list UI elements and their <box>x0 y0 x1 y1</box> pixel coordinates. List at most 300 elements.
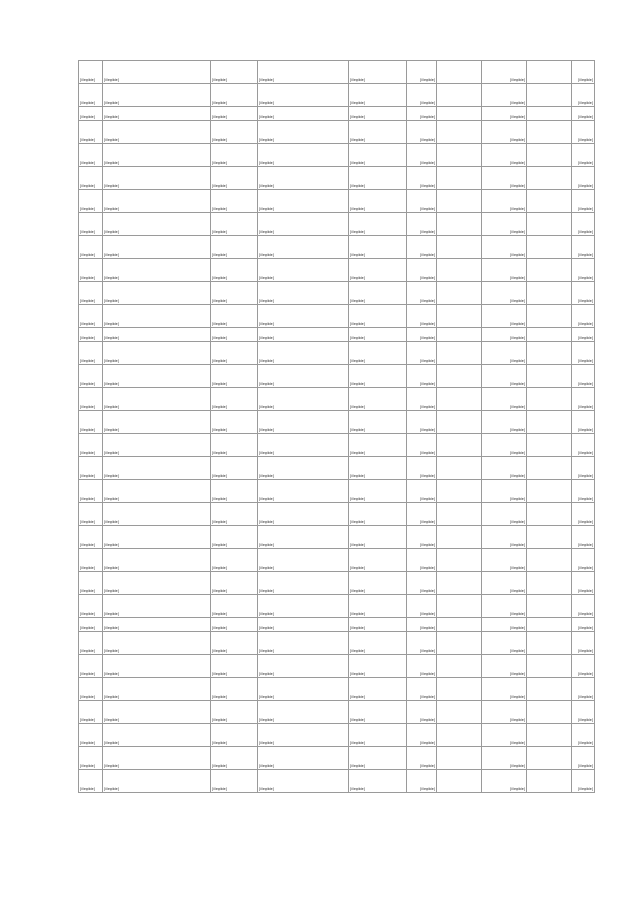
empty-cell <box>527 655 572 678</box>
empty-cell <box>437 480 482 503</box>
plot-area: [illegible] <box>407 328 437 342</box>
empty-cell <box>437 503 482 526</box>
land-category: [illegible] <box>258 144 349 167</box>
cadastral-number: [illegible] <box>103 595 211 618</box>
table-row <box>79 655 595 678</box>
row-number: [illegible] <box>79 724 103 747</box>
coefficient-value: [illegible] <box>482 701 527 724</box>
land-category: [illegible] <box>258 365 349 388</box>
cadastral-number: [illegible] <box>103 526 211 549</box>
permitted-use: [illegible] <box>349 701 407 724</box>
empty-cell <box>437 572 482 595</box>
permitted-use: [illegible] <box>349 595 407 618</box>
plot-area: [illegible] <box>407 632 437 655</box>
empty-cell <box>437 328 482 342</box>
plot-address: [illegible] <box>211 388 258 411</box>
plot-area: [illegible] <box>407 190 437 213</box>
empty-cell <box>437 549 482 572</box>
land-category: [illegible] <box>258 282 349 305</box>
plot-area: [illegible] <box>407 457 437 480</box>
coefficient-value: [illegible] <box>482 144 527 167</box>
cadastral-number: [illegible] <box>103 259 211 282</box>
permitted-use: [illegible] <box>349 342 407 365</box>
cadastral-number: [illegible] <box>103 457 211 480</box>
cadastral-number: [illegible] <box>103 701 211 724</box>
land-category: [illegible] <box>258 213 349 236</box>
permitted-use: [illegible] <box>349 282 407 305</box>
permitted-use: [illegible] <box>349 503 407 526</box>
permitted-use: [illegible] <box>349 411 407 434</box>
land-category: [illegible] <box>258 167 349 190</box>
land-category: [illegible] <box>258 701 349 724</box>
land-category: [illegible] <box>258 549 349 572</box>
table-row <box>79 747 595 770</box>
row-number: [illegible] <box>79 305 103 328</box>
empty-cell <box>437 259 482 282</box>
land-category: [illegible] <box>258 328 349 342</box>
land-category: [illegible] <box>258 411 349 434</box>
land-category: [illegible] <box>258 236 349 259</box>
table-row <box>79 388 595 411</box>
cadastral-value: [illegible] <box>572 411 595 434</box>
cadastral-number: [illegible] <box>103 107 211 121</box>
coefficient-value: [illegible] <box>482 259 527 282</box>
plot-address: [illegible] <box>211 236 258 259</box>
plot-area: [illegible] <box>407 282 437 305</box>
permitted-use: [illegible] <box>349 121 407 144</box>
permitted-use: [illegible] <box>349 655 407 678</box>
plot-address: [illegible] <box>211 107 258 121</box>
empty-cell <box>527 84 572 107</box>
cadastral-value: [illegible] <box>572 618 595 632</box>
row-number: [illegible] <box>79 328 103 342</box>
land-category: [illegible] <box>258 724 349 747</box>
empty-cell <box>437 678 482 701</box>
coefficient-value: [illegible] <box>482 411 527 434</box>
plot-address: [illegible] <box>211 526 258 549</box>
land-category: [illegible] <box>258 503 349 526</box>
empty-cell <box>437 526 482 549</box>
table-row <box>79 618 595 632</box>
empty-cell <box>527 526 572 549</box>
plot-address: [illegible] <box>211 342 258 365</box>
coefficient-value: [illegible] <box>482 724 527 747</box>
plot-area: [illegible] <box>407 84 437 107</box>
empty-cell <box>527 190 572 213</box>
empty-cell <box>527 457 572 480</box>
cadastral-value: [illegible] <box>572 213 595 236</box>
plot-address: [illegible] <box>211 655 258 678</box>
permitted-use: [illegible] <box>349 61 407 84</box>
permitted-use: [illegible] <box>349 480 407 503</box>
coefficient-value: [illegible] <box>482 595 527 618</box>
empty-cell <box>527 305 572 328</box>
cadastral-value: [illegible] <box>572 282 595 305</box>
cadastral-number: [illegible] <box>103 770 211 793</box>
cadastral-number: [illegible] <box>103 342 211 365</box>
empty-cell <box>437 305 482 328</box>
cadastral-value: [illegible] <box>572 503 595 526</box>
coefficient-value: [illegible] <box>482 526 527 549</box>
permitted-use: [illegible] <box>349 144 407 167</box>
coefficient-value: [illegible] <box>482 121 527 144</box>
plot-area: [illegible] <box>407 701 437 724</box>
empty-cell <box>437 61 482 84</box>
table-row <box>79 213 595 236</box>
empty-cell <box>437 434 482 457</box>
plot-area: [illegible] <box>407 365 437 388</box>
cadastral-number: [illegible] <box>103 480 211 503</box>
plot-area: [illegible] <box>407 549 437 572</box>
plot-address: [illegible] <box>211 678 258 701</box>
plot-area: [illegible] <box>407 747 437 770</box>
plot-address: [illegible] <box>211 618 258 632</box>
cadastral-value: [illegible] <box>572 305 595 328</box>
empty-cell <box>437 121 482 144</box>
cadastral-value: [illegible] <box>572 61 595 84</box>
empty-cell <box>527 328 572 342</box>
plot-address: [illegible] <box>211 144 258 167</box>
empty-cell <box>527 236 572 259</box>
cadastral-value: [illegible] <box>572 526 595 549</box>
empty-cell <box>437 84 482 107</box>
permitted-use: [illegible] <box>349 236 407 259</box>
cadastral-value: [illegible] <box>572 595 595 618</box>
empty-cell <box>437 595 482 618</box>
cadastral-number: [illegible] <box>103 190 211 213</box>
table-row <box>79 190 595 213</box>
permitted-use: [illegible] <box>349 328 407 342</box>
row-number: [illegible] <box>79 595 103 618</box>
cadastral-value: [illegible] <box>572 655 595 678</box>
plot-address: [illegible] <box>211 770 258 793</box>
permitted-use: [illegible] <box>349 618 407 632</box>
cadastral-number: [illegible] <box>103 632 211 655</box>
plot-address: [illegible] <box>211 213 258 236</box>
land-category: [illegible] <box>258 305 349 328</box>
empty-cell <box>527 595 572 618</box>
plot-address: [illegible] <box>211 434 258 457</box>
plot-area: [illegible] <box>407 724 437 747</box>
plot-address: [illegible] <box>211 724 258 747</box>
cadastral-number: [illegible] <box>103 365 211 388</box>
table-row <box>79 236 595 259</box>
permitted-use: [illegible] <box>349 259 407 282</box>
empty-cell <box>527 434 572 457</box>
coefficient-value: [illegible] <box>482 480 527 503</box>
table-row <box>79 526 595 549</box>
table-row <box>79 549 595 572</box>
row-number: [illegible] <box>79 144 103 167</box>
empty-cell <box>437 282 482 305</box>
row-number: [illegible] <box>79 770 103 793</box>
plot-area: [illegible] <box>407 213 437 236</box>
row-number: [illegible] <box>79 526 103 549</box>
row-number: [illegible] <box>79 434 103 457</box>
cadastral-value: [illegible] <box>572 236 595 259</box>
empty-cell <box>437 342 482 365</box>
cadastral-number: [illegible] <box>103 84 211 107</box>
plot-address: [illegible] <box>211 572 258 595</box>
row-number: [illegible] <box>79 480 103 503</box>
row-number: [illegible] <box>79 121 103 144</box>
table-row <box>79 457 595 480</box>
row-number: [illegible] <box>79 388 103 411</box>
coefficient-value: [illegible] <box>482 618 527 632</box>
empty-cell <box>437 107 482 121</box>
permitted-use: [illegible] <box>349 457 407 480</box>
coefficient-value: [illegible] <box>482 328 527 342</box>
table-row <box>79 61 595 84</box>
row-number: [illegible] <box>79 167 103 190</box>
plot-area: [illegible] <box>407 342 437 365</box>
cadastral-value: [illegible] <box>572 770 595 793</box>
plot-area: [illegible] <box>407 259 437 282</box>
cadastral-value: [illegible] <box>572 328 595 342</box>
plot-area: [illegible] <box>407 61 437 84</box>
land-category: [illegible] <box>258 618 349 632</box>
cadastral-number: [illegible] <box>103 144 211 167</box>
empty-cell <box>437 144 482 167</box>
permitted-use: [illegible] <box>349 572 407 595</box>
cadastral-number: [illegible] <box>103 121 211 144</box>
plot-area: [illegible] <box>407 770 437 793</box>
coefficient-value: [illegible] <box>482 282 527 305</box>
empty-cell <box>527 632 572 655</box>
table-row <box>79 434 595 457</box>
empty-cell <box>437 770 482 793</box>
land-category: [illegible] <box>258 61 349 84</box>
empty-cell <box>527 678 572 701</box>
row-number: [illegible] <box>79 678 103 701</box>
plot-area: [illegible] <box>407 107 437 121</box>
cadastral-value: [illegible] <box>572 457 595 480</box>
empty-cell <box>527 480 572 503</box>
empty-cell <box>527 213 572 236</box>
land-category: [illegible] <box>258 190 349 213</box>
row-number: [illegible] <box>79 342 103 365</box>
row-number: [illegible] <box>79 747 103 770</box>
row-number: [illegible] <box>79 190 103 213</box>
plot-area: [illegible] <box>407 480 437 503</box>
plot-area: [illegible] <box>407 236 437 259</box>
empty-cell <box>527 61 572 84</box>
plot-address: [illegible] <box>211 457 258 480</box>
cadastral-value: [illegible] <box>572 480 595 503</box>
plot-address: [illegible] <box>211 701 258 724</box>
coefficient-value: [illegible] <box>482 213 527 236</box>
row-number: [illegible] <box>79 236 103 259</box>
plot-area: [illegible] <box>407 526 437 549</box>
land-category: [illegible] <box>258 595 349 618</box>
empty-cell <box>437 747 482 770</box>
empty-cell <box>437 213 482 236</box>
empty-cell <box>527 411 572 434</box>
plot-area: [illegible] <box>407 167 437 190</box>
empty-cell <box>527 724 572 747</box>
table-row <box>79 144 595 167</box>
row-number: [illegible] <box>79 572 103 595</box>
land-category: [illegible] <box>258 259 349 282</box>
coefficient-value: [illegible] <box>482 770 527 793</box>
row-number: [illegible] <box>79 365 103 388</box>
empty-cell <box>527 259 572 282</box>
document-page <box>78 60 594 793</box>
permitted-use: [illegible] <box>349 107 407 121</box>
empty-cell <box>527 503 572 526</box>
empty-cell <box>437 618 482 632</box>
row-number: [illegible] <box>79 282 103 305</box>
permitted-use: [illegible] <box>349 213 407 236</box>
row-number: [illegible] <box>79 503 103 526</box>
plot-area: [illegible] <box>407 572 437 595</box>
land-category: [illegible] <box>258 770 349 793</box>
plot-area: [illegible] <box>407 434 437 457</box>
cadastral-value: [illegible] <box>572 107 595 121</box>
land-category: [illegible] <box>258 434 349 457</box>
coefficient-value: [illegible] <box>482 342 527 365</box>
permitted-use: [illegible] <box>349 434 407 457</box>
cadastral-value: [illegible] <box>572 724 595 747</box>
cadastral-value: [illegible] <box>572 190 595 213</box>
table-row <box>79 328 595 342</box>
table-row <box>79 84 595 107</box>
permitted-use: [illegible] <box>349 747 407 770</box>
empty-cell <box>437 701 482 724</box>
plot-area: [illegible] <box>407 655 437 678</box>
row-number: [illegible] <box>79 618 103 632</box>
empty-cell <box>437 632 482 655</box>
plot-area: [illegible] <box>407 618 437 632</box>
coefficient-value: [illegible] <box>482 305 527 328</box>
cadastral-number: [illegible] <box>103 167 211 190</box>
empty-cell <box>437 190 482 213</box>
empty-cell <box>527 388 572 411</box>
table-row <box>79 770 595 793</box>
empty-cell <box>527 572 572 595</box>
plot-address: [illegible] <box>211 61 258 84</box>
cadastral-value: [illegible] <box>572 549 595 572</box>
table-row <box>79 572 595 595</box>
coefficient-value: [illegible] <box>482 167 527 190</box>
land-category: [illegible] <box>258 121 349 144</box>
empty-cell <box>437 167 482 190</box>
land-category: [illegible] <box>258 342 349 365</box>
cadastral-number: [illegible] <box>103 411 211 434</box>
land-category: [illegible] <box>258 84 349 107</box>
plot-address: [illegible] <box>211 549 258 572</box>
coefficient-value: [illegible] <box>482 457 527 480</box>
plot-address: [illegible] <box>211 747 258 770</box>
permitted-use: [illegible] <box>349 678 407 701</box>
permitted-use: [illegible] <box>349 526 407 549</box>
coefficient-value: [illegible] <box>482 190 527 213</box>
land-plot-table <box>78 60 595 793</box>
permitted-use: [illegible] <box>349 365 407 388</box>
empty-cell <box>437 388 482 411</box>
table-row <box>79 305 595 328</box>
cadastral-value: [illegible] <box>572 144 595 167</box>
cadastral-number: [illegible] <box>103 572 211 595</box>
empty-cell <box>437 411 482 434</box>
plot-address: [illegible] <box>211 259 258 282</box>
cadastral-value: [illegible] <box>572 388 595 411</box>
land-category: [illegible] <box>258 526 349 549</box>
empty-cell <box>527 121 572 144</box>
permitted-use: [illegible] <box>349 549 407 572</box>
row-number: [illegible] <box>79 213 103 236</box>
cadastral-value: [illegible] <box>572 701 595 724</box>
plot-area: [illegible] <box>407 121 437 144</box>
empty-cell <box>527 342 572 365</box>
empty-cell <box>437 236 482 259</box>
empty-cell <box>437 365 482 388</box>
coefficient-value: [illegible] <box>482 572 527 595</box>
land-category: [illegible] <box>258 632 349 655</box>
permitted-use: [illegible] <box>349 770 407 793</box>
row-number: [illegible] <box>79 107 103 121</box>
row-number: [illegible] <box>79 655 103 678</box>
empty-cell <box>527 365 572 388</box>
cadastral-value: [illegible] <box>572 121 595 144</box>
plot-address: [illegible] <box>211 121 258 144</box>
plot-address: [illegible] <box>211 328 258 342</box>
cadastral-number: [illegible] <box>103 282 211 305</box>
land-category: [illegible] <box>258 572 349 595</box>
cadastral-value: [illegible] <box>572 632 595 655</box>
cadastral-number: [illegible] <box>103 236 211 259</box>
table-row <box>79 701 595 724</box>
table-row <box>79 724 595 747</box>
plot-area: [illegible] <box>407 595 437 618</box>
coefficient-value: [illegible] <box>482 107 527 121</box>
empty-cell <box>527 747 572 770</box>
permitted-use: [illegible] <box>349 190 407 213</box>
permitted-use: [illegible] <box>349 167 407 190</box>
empty-cell <box>527 770 572 793</box>
land-category: [illegible] <box>258 655 349 678</box>
coefficient-value: [illegible] <box>482 678 527 701</box>
coefficient-value: [illegible] <box>482 434 527 457</box>
coefficient-value: [illegible] <box>482 632 527 655</box>
row-number: [illegible] <box>79 457 103 480</box>
cadastral-value: [illegible] <box>572 167 595 190</box>
cadastral-value: [illegible] <box>572 572 595 595</box>
plot-area: [illegible] <box>407 411 437 434</box>
plot-address: [illegible] <box>211 632 258 655</box>
table-row <box>79 342 595 365</box>
coefficient-value: [illegible] <box>482 365 527 388</box>
plot-address: [illegible] <box>211 503 258 526</box>
cadastral-number: [illegible] <box>103 328 211 342</box>
table-row <box>79 259 595 282</box>
permitted-use: [illegible] <box>349 305 407 328</box>
empty-cell <box>527 549 572 572</box>
row-number: [illegible] <box>79 411 103 434</box>
coefficient-value: [illegible] <box>482 503 527 526</box>
land-category: [illegible] <box>258 457 349 480</box>
cadastral-number: [illegible] <box>103 388 211 411</box>
land-category: [illegible] <box>258 388 349 411</box>
land-category: [illegible] <box>258 678 349 701</box>
row-number: [illegible] <box>79 259 103 282</box>
coefficient-value: [illegible] <box>482 747 527 770</box>
cadastral-value: [illegible] <box>572 434 595 457</box>
cadastral-number: [illegible] <box>103 724 211 747</box>
cadastral-number: [illegible] <box>103 61 211 84</box>
permitted-use: [illegible] <box>349 388 407 411</box>
empty-cell <box>437 457 482 480</box>
